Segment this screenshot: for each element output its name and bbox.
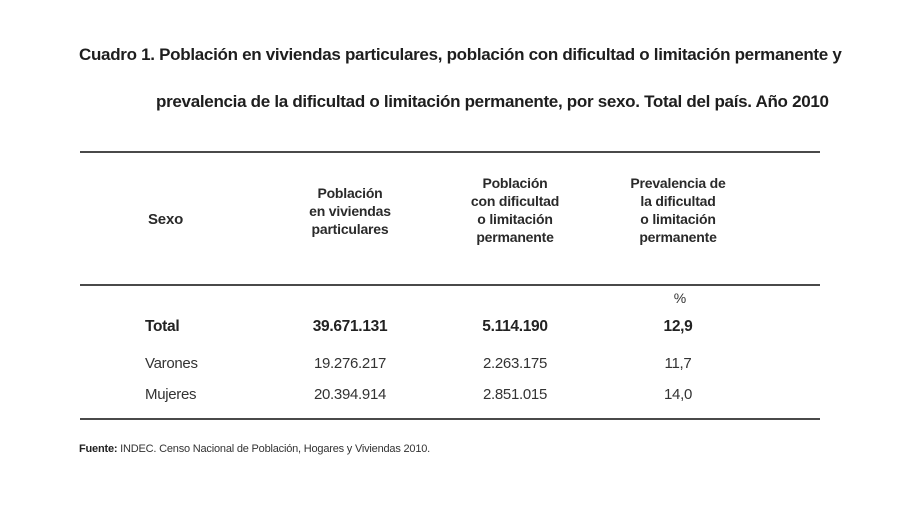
- table-header-rule: [80, 284, 820, 286]
- header-sexo-text: Sexo: [148, 211, 184, 228]
- header-poblacion-line: particulares: [311, 221, 389, 237]
- source-label: Fuente:: [79, 443, 118, 455]
- table-row-total: [0, 318, 900, 342]
- header-dificultad-line: Población: [482, 175, 548, 191]
- table-row-varones: [0, 355, 900, 379]
- cell-dificultad: 5.114.190: [482, 318, 548, 335]
- header-poblacion: [290, 184, 410, 238]
- row-label: Varones: [145, 355, 198, 372]
- header-poblacion-line: en viviendas: [309, 203, 391, 219]
- cell-prevalencia: 12,9: [663, 318, 693, 335]
- header-sexo: [148, 211, 183, 229]
- percent-unit-label: %: [673, 290, 687, 306]
- header-dificultad-line: permanente: [476, 229, 554, 245]
- header-dificultad-line: o limitación: [477, 211, 553, 227]
- header-dificultad-line: con dificultad: [470, 193, 560, 209]
- cell-prevalencia: 11,7: [664, 355, 692, 372]
- header-poblacion-line: Población: [317, 185, 383, 201]
- cell-dificultad: 2.263.175: [482, 355, 548, 372]
- header-prevalencia: [618, 174, 738, 246]
- header-dificultad: [455, 174, 575, 246]
- table-row-mujeres: [0, 386, 900, 410]
- header-prevalencia-line: Prevalencia de: [630, 175, 726, 191]
- source-text: INDEC. Censo Nacional de Población, Hogares y Viviendas 2010.: [117, 443, 431, 455]
- cell-poblacion: 20.394.914: [313, 386, 387, 403]
- cell-dificultad: 2.851.015: [482, 386, 548, 403]
- row-label: Total: [145, 318, 180, 335]
- header-prevalencia-line: o limitación: [640, 211, 716, 227]
- header-prevalencia-line: la dificultad: [640, 193, 716, 209]
- table-title-line-2: prevalencia de la dificultad o limitación permanente, por sexo. Total del país. Año 2010: [156, 92, 829, 111]
- table-bottom-rule: [80, 418, 820, 420]
- table-title-line-1: Cuadro 1. Población en viviendas particulares, población con dificultad o limitación permanente y: [79, 45, 842, 64]
- table-top-rule: [80, 151, 820, 153]
- source-note: [79, 443, 430, 455]
- cell-poblacion: 19.276.217: [313, 355, 387, 372]
- row-label: Mujeres: [145, 386, 197, 403]
- header-prevalencia-line: permanente: [639, 229, 717, 245]
- cell-prevalencia: 14,0: [664, 386, 692, 403]
- cell-poblacion: 39.671.131: [312, 318, 388, 335]
